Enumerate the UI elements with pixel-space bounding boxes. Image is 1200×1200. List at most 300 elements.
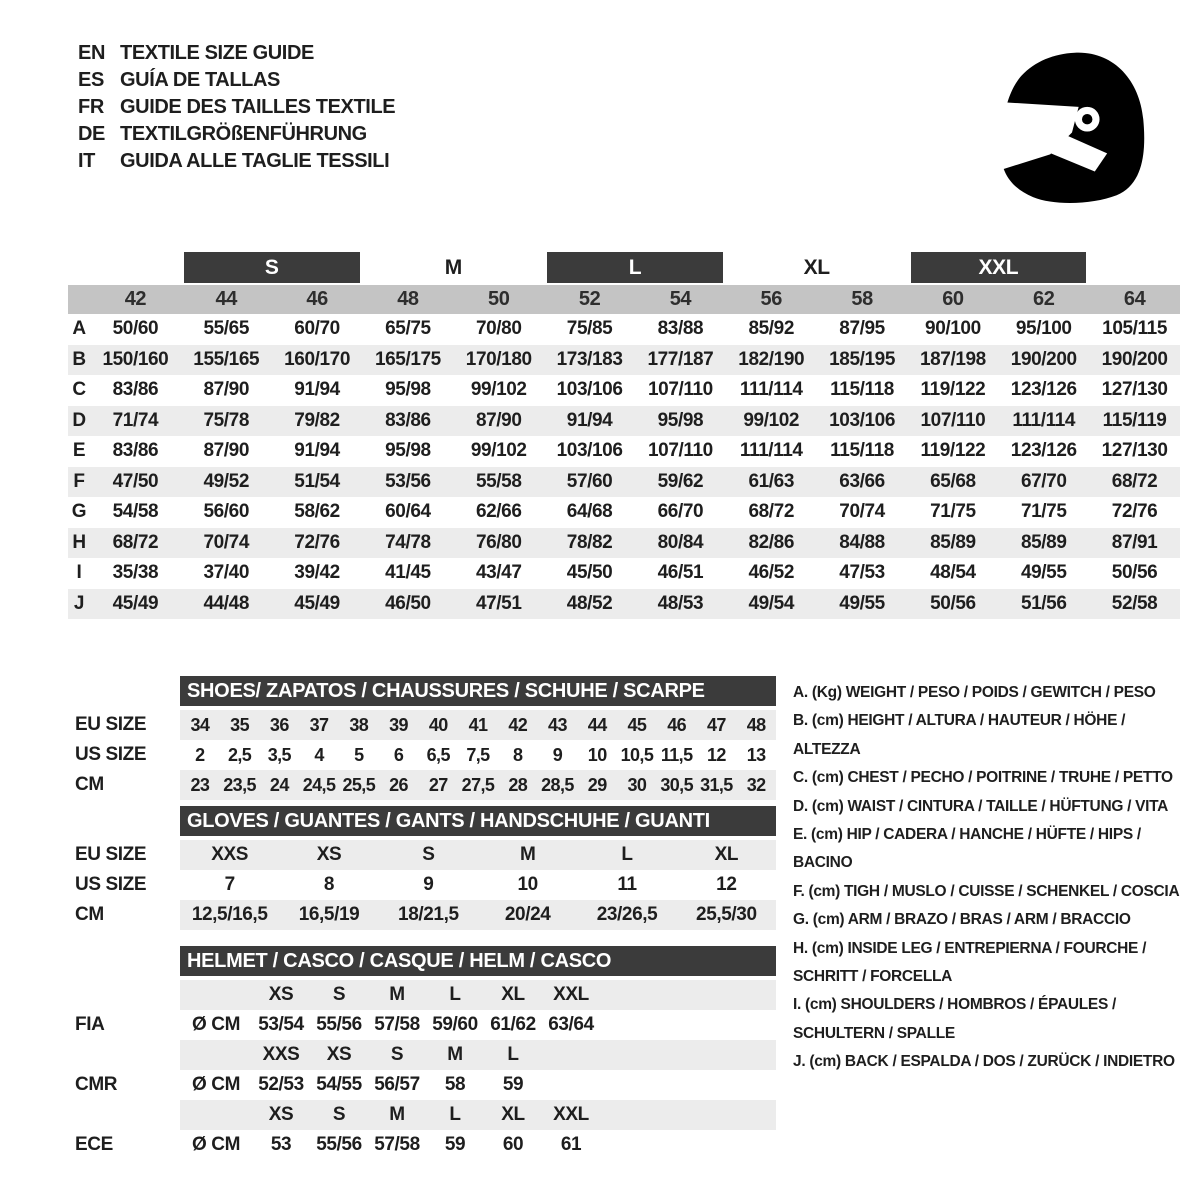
size-cell: 111/114	[739, 440, 803, 462]
helmet-size-cell: XS	[326, 1044, 352, 1065]
size-cell: 87/91	[1111, 531, 1158, 553]
size-cell: 65/68	[930, 470, 976, 492]
size-cell: 46/50	[385, 592, 431, 614]
value-cell: 25,5	[342, 774, 376, 795]
size-cell: 87/95	[839, 318, 885, 340]
helmet-value-cell: 59	[502, 1074, 524, 1095]
row-letter: J	[73, 592, 85, 614]
size-row-f	[68, 467, 1180, 498]
language-row	[78, 94, 395, 121]
helmet-value-cell: 60	[502, 1134, 524, 1155]
value-cell: 41	[468, 714, 488, 735]
value-cell: 28	[508, 774, 528, 795]
value-cell: 12,5/16,5	[191, 904, 268, 925]
size-table-body	[68, 314, 1180, 619]
size-cell: 71/74	[112, 409, 159, 431]
size-column-62: 62	[1033, 288, 1055, 310]
helmet-size-cell: M	[389, 1104, 405, 1125]
helmet-size-cell: S	[332, 1104, 346, 1125]
data-row-us-size	[180, 740, 776, 770]
legend-item-a: A. (Kg) WEIGHT / PESO / POIDS / GEWITCH / PESO	[793, 684, 1156, 701]
band-corner-cell	[68, 285, 90, 314]
data-row-eu-size	[180, 710, 776, 740]
value-cell: 7	[224, 874, 235, 895]
size-cell: 83/86	[112, 440, 159, 462]
size-row-e	[68, 436, 1180, 467]
value-cell: 20/24	[504, 904, 551, 925]
value-cell: 16,5/19	[298, 904, 360, 925]
size-cell: 68/72	[748, 501, 795, 523]
helmet-value-cell: 63/64	[548, 1014, 594, 1035]
size-cell: 87/90	[203, 379, 250, 401]
value-cell: 4	[314, 744, 324, 765]
value-cell: 3,5	[267, 744, 291, 765]
value-cell: 37	[309, 714, 329, 735]
value-cell: 40	[428, 714, 448, 735]
language-code: IT	[78, 150, 95, 172]
size-cell: 37/40	[203, 562, 250, 584]
legend-item-h: H. (cm) INSIDE LEG / ENTREPIERNA / FOURCHE / SCHRITT / FORCELLA	[793, 939, 1147, 986]
row-letter: D	[72, 409, 86, 431]
size-column-48: 48	[397, 288, 419, 310]
size-cell: 107/110	[647, 379, 713, 401]
size-cell: 49/55	[1020, 562, 1067, 584]
size-cell: 58/62	[294, 501, 340, 523]
size-cell: 67/70	[1020, 470, 1067, 492]
size-cell: 56/60	[203, 501, 250, 523]
helmet-size-cell: S	[390, 1044, 404, 1065]
value-cell: 6	[393, 744, 404, 765]
value-cell: L	[621, 844, 633, 865]
data-row-eu-size	[180, 840, 776, 870]
size-cell: 95/100	[1015, 318, 1072, 340]
size-cell: 55/65	[203, 318, 250, 340]
size-cell: 51/54	[294, 470, 340, 492]
size-column-64: 64	[1123, 288, 1146, 310]
size-cell: 177/187	[647, 348, 714, 370]
size-cell: 111/114	[739, 379, 803, 401]
size-cell: 85/92	[748, 318, 795, 340]
size-cell: 83/88	[657, 318, 704, 340]
size-cell: 75/85	[566, 318, 613, 340]
size-cell: 46/52	[748, 562, 795, 584]
language-code: FR	[78, 96, 104, 118]
value-cell: 28,5	[541, 774, 574, 795]
size-cell: 47/53	[839, 562, 885, 584]
size-cell: 50/56	[930, 592, 976, 614]
size-cell: 66/70	[657, 501, 704, 523]
size-cell: 99/102	[470, 440, 527, 462]
helmet-size-cell: XL	[501, 1104, 525, 1125]
guide-title: GUIDE DES TAILLES TEXTILE	[120, 96, 396, 118]
row-letter: A	[72, 318, 86, 340]
helmet-values-fia	[180, 1010, 776, 1040]
value-cell: XS	[316, 844, 342, 865]
size-cell: 115/118	[830, 440, 894, 462]
helmet-value-cell: 55/56	[316, 1014, 362, 1035]
value-cell: 42	[508, 714, 528, 735]
value-cell: 2,5	[227, 744, 252, 765]
helmet-size-cell: XXS	[262, 1044, 300, 1065]
size-cell: 57/60	[566, 470, 613, 492]
gloves-section-title: GLOVES / GUANTES / GANTS / HANDSCHUHE / GUANTI	[180, 806, 776, 836]
size-cell: 103/106	[556, 440, 623, 462]
helmet-value-cell: 58	[444, 1074, 466, 1095]
helmet-values-cmr	[180, 1070, 776, 1100]
shoes-section-title: SHOES/ ZAPATOS / CHAUSSURES / SCHUHE / SCARPE	[180, 676, 776, 706]
size-row-a	[68, 314, 1180, 345]
size-cell: 91/94	[294, 379, 340, 401]
value-cell: 23,5	[223, 774, 256, 795]
size-cell: 95/98	[385, 440, 431, 462]
data-row-us-size	[180, 870, 776, 900]
size-group-m: M	[444, 255, 462, 279]
size-number-band	[68, 285, 1180, 314]
size-cell: 127/130	[1101, 379, 1168, 401]
size-column-54: 54	[669, 288, 692, 310]
size-cell: 50/56	[1111, 562, 1158, 584]
size-cell: 51/56	[1020, 592, 1067, 614]
size-cell: 45/50	[566, 562, 613, 584]
value-cell: 32	[746, 774, 766, 795]
size-cell: 70/74	[203, 531, 250, 553]
size-cell: 71/75	[1020, 501, 1067, 523]
language-row	[78, 148, 395, 175]
legend-item-f: F. (cm) TIGH / MUSLO / CUISSE / SCHENKEL / COSCIA	[793, 882, 1180, 900]
helmet-value-cell: 57/58	[374, 1014, 420, 1035]
size-cell: 68/72	[1111, 470, 1158, 492]
helmet-value-cell: 61/62	[490, 1014, 536, 1035]
legend-item-d: D. (cm) WAIST / CINTURA / TAILLE / HÜFTUNG / VITA	[793, 797, 1169, 815]
size-group-l: L	[547, 252, 723, 283]
size-cell: 47/51	[475, 592, 522, 614]
size-cell: 190/200	[1010, 348, 1077, 370]
language-row	[78, 67, 395, 94]
size-cell: 71/75	[930, 501, 976, 523]
size-row-d	[68, 406, 1180, 437]
size-cell: 190/200	[1101, 348, 1168, 370]
language-row	[78, 121, 395, 148]
helmet-size-cell: XS	[268, 984, 294, 1005]
size-cell: 95/98	[657, 409, 704, 431]
shoes-section	[68, 676, 778, 800]
size-cell: 103/106	[556, 379, 623, 401]
size-cell: 83/86	[112, 379, 159, 401]
value-cell: 24	[269, 774, 289, 795]
size-row-h	[68, 528, 1180, 559]
size-cell: 105/115	[1102, 318, 1167, 340]
helmet-size-cell: XS	[268, 1104, 294, 1125]
helmet-size-cell: L	[449, 1104, 461, 1125]
size-cell: 119/122	[920, 440, 986, 462]
value-cell: 26	[389, 774, 408, 795]
row-letter: F	[73, 470, 85, 492]
size-row-b	[68, 345, 1180, 376]
size-cell: 91/94	[294, 440, 340, 462]
size-cell: 87/90	[475, 409, 522, 431]
value-cell: 23	[190, 774, 210, 795]
diameter-unit-cell: Ø CM	[191, 1014, 240, 1035]
helmet-value-cell: 52/53	[258, 1074, 304, 1095]
row-letter: B	[72, 348, 86, 370]
size-cell: 61/63	[748, 470, 795, 492]
size-row-j	[68, 589, 1180, 620]
size-cell: 54/58	[112, 501, 159, 523]
value-cell: 12	[716, 874, 737, 895]
size-cell: 72/76	[1111, 501, 1158, 523]
value-cell: 13	[746, 744, 766, 765]
size-cell: 84/88	[839, 531, 885, 553]
guide-title: GUIDA ALLE TAGLIE TESSILI	[120, 150, 390, 172]
row-letter: G	[71, 501, 87, 523]
size-cell: 75/78	[203, 409, 250, 431]
value-cell: XL	[714, 844, 739, 865]
size-cell: 63/66	[839, 470, 885, 492]
helmet-sizes-ece	[180, 1100, 776, 1130]
diameter-unit-cell: Ø CM	[191, 1134, 240, 1155]
helmet-size-cell: L	[449, 984, 461, 1005]
size-cell: 49/54	[748, 592, 795, 614]
value-cell: 47	[706, 714, 726, 735]
value-cell: 2	[195, 744, 205, 765]
racing-helmet-icon	[962, 28, 1182, 218]
size-column-58: 58	[851, 288, 873, 310]
size-column-60: 60	[942, 288, 964, 310]
size-column-44: 44	[215, 288, 237, 310]
diameter-unit-cell: Ø CM	[191, 1074, 240, 1095]
value-cell: S	[422, 844, 435, 865]
helmet-size-cell: M	[447, 1044, 463, 1065]
size-row-i	[68, 558, 1180, 589]
size-cell: 182/190	[738, 348, 805, 370]
size-group-xl: XL	[803, 255, 830, 279]
size-cell: 80/84	[657, 531, 704, 553]
value-cell: 8	[513, 744, 523, 765]
value-cell: 35	[230, 714, 249, 735]
helmet-size-cell: L	[507, 1044, 519, 1065]
value-cell: 8	[323, 874, 335, 895]
value-cell: 6,5	[426, 744, 450, 765]
size-cell: 55/58	[475, 470, 522, 492]
language-code: DE	[78, 123, 105, 145]
size-cell: 45/49	[294, 592, 340, 614]
size-group-s: S	[184, 252, 360, 283]
size-cell: 76/80	[475, 531, 522, 553]
language-header	[78, 40, 395, 175]
helmet-value-cell: 55/56	[316, 1134, 362, 1155]
value-cell: 25,5/30	[696, 904, 757, 925]
size-cell: 45/49	[112, 592, 159, 614]
helmet-value-cell: 59	[444, 1134, 466, 1155]
value-cell: 10,5	[620, 744, 654, 765]
helmet-values-ece	[180, 1130, 776, 1160]
helmet-value-cell: 53	[270, 1134, 292, 1155]
size-cell: 62/66	[475, 501, 522, 523]
value-cell: 11,5	[660, 744, 693, 765]
helmet-size-cell: XXL	[553, 984, 589, 1005]
helmet-sizes-cmr	[180, 1040, 776, 1070]
row-label-cmr: CMR	[75, 1074, 118, 1095]
guide-title: TEXTILGRÖßENFÜHRUNG	[120, 123, 367, 145]
size-column-56: 56	[760, 288, 782, 310]
size-cell: 111/114	[1012, 409, 1076, 431]
size-cell: 49/52	[203, 470, 250, 492]
size-cell: 72/76	[294, 531, 340, 553]
size-cell: 150/160	[102, 348, 169, 370]
legend-item-i: I. (cm) SHOULDERS / HOMBROS / ÉPAULES / SCHULTERN / SPALLE	[793, 996, 1117, 1042]
size-cell: 99/102	[743, 409, 800, 431]
row-label-cm: CM	[75, 904, 104, 925]
size-cell: 115/118	[830, 379, 894, 401]
helmet-value-cell: 56/57	[374, 1074, 420, 1095]
value-cell: 18/21,5	[398, 904, 459, 925]
size-cell: 95/98	[385, 379, 431, 401]
size-cell: 70/80	[475, 318, 522, 340]
helmet-value-cell: 59/60	[432, 1014, 478, 1035]
value-cell: 9	[423, 874, 434, 895]
size-cell: 43/47	[475, 562, 522, 584]
helmet-size-cell: XXL	[553, 1104, 589, 1125]
size-cell: 53/56	[385, 470, 431, 492]
size-cell: 41/45	[385, 562, 431, 584]
size-cell: 78/82	[566, 531, 613, 553]
value-cell: 44	[587, 714, 607, 735]
size-cell: 65/75	[385, 318, 431, 340]
guide-title: TEXTILE SIZE GUIDE	[120, 42, 314, 64]
size-cell: 48/53	[657, 592, 704, 614]
size-cell: 52/58	[1111, 592, 1158, 614]
legend-item-c: C. (cm) CHEST / PECHO / POITRINE / TRUHE / PETTO	[793, 769, 1173, 787]
language-row	[78, 40, 395, 67]
size-cell: 123/126	[1010, 379, 1077, 401]
value-cell: 48	[746, 714, 766, 735]
value-cell: 9	[552, 744, 563, 765]
size-column-52: 52	[578, 288, 601, 310]
value-cell: 29	[587, 774, 607, 795]
measurement-legend	[793, 679, 1189, 1077]
size-column-42: 42	[124, 288, 147, 310]
value-cell: 27	[428, 774, 448, 795]
size-cell: 185/195	[829, 348, 896, 370]
row-label-fia: FIA	[75, 1014, 105, 1035]
size-cell: 60/70	[294, 318, 340, 340]
textile-size-table	[68, 252, 1180, 619]
size-column-50: 50	[488, 288, 510, 310]
value-cell: 27,5	[461, 774, 495, 795]
size-cell: 60/64	[385, 501, 431, 523]
size-cell: 79/82	[294, 409, 340, 431]
size-cell: 70/74	[839, 501, 885, 523]
size-cell: 83/86	[385, 409, 431, 431]
size-cell: 39/42	[294, 562, 340, 584]
size-cell: 46/51	[657, 562, 704, 584]
value-cell: 36	[269, 714, 289, 735]
size-cell: 87/90	[203, 440, 250, 462]
row-letter: I	[76, 562, 82, 584]
size-cell: 165/175	[374, 348, 441, 370]
language-code: ES	[78, 69, 104, 91]
value-cell: 34	[190, 714, 210, 735]
value-cell: 12	[706, 744, 726, 765]
size-cell: 123/126	[1010, 440, 1077, 462]
legend-item-b: B. (cm) HEIGHT / ALTURA / HAUTEUR / HÖHE / ALTEZZA	[793, 712, 1126, 758]
value-cell: 10	[517, 874, 538, 895]
size-row-c	[68, 375, 1180, 406]
legend-item-j: J. (cm) BACK / ESPALDA / DOS / ZURÜCK / INDIETRO	[793, 1053, 1175, 1071]
size-cell: 91/94	[566, 409, 613, 431]
row-label-eu-size: EU SIZE	[75, 714, 147, 735]
size-cell: 48/52	[566, 592, 613, 614]
value-cell: 46	[667, 714, 687, 735]
language-code: EN	[78, 42, 105, 64]
value-cell: 5	[354, 744, 364, 765]
size-cell: 50/60	[112, 318, 159, 340]
helmet-size-cell: S	[332, 984, 346, 1005]
size-cell: 64/68	[566, 501, 613, 523]
row-letter: E	[72, 440, 86, 462]
size-cell: 115/119	[1102, 409, 1167, 431]
value-cell: 43	[548, 714, 567, 735]
size-cell: 107/110	[647, 440, 713, 462]
row-label-us-size: US SIZE	[75, 874, 147, 895]
legend-item-g: G. (cm) ARM / BRAZO / BRAS / ARM / BRACCIO	[793, 911, 1131, 929]
helmet-value-cell: 53/54	[258, 1014, 304, 1035]
helmet-value-cell: 57/58	[374, 1134, 420, 1155]
size-cell: 173/183	[556, 348, 623, 370]
row-label-ece: ECE	[75, 1134, 113, 1155]
size-cell: 35/38	[112, 562, 159, 584]
size-group-xxl: XXL	[911, 252, 1087, 283]
data-row-cm	[180, 900, 776, 930]
value-cell: 23/26,5	[596, 904, 658, 925]
size-cell: 119/122	[920, 379, 986, 401]
row-letter: H	[72, 531, 86, 553]
value-cell: 30,5	[660, 774, 693, 795]
helmet-sizes-fia	[180, 980, 776, 1010]
value-cell: 11	[617, 874, 637, 895]
legend-item-e: E. (cm) HIP / CADERA / HANCHE / HÜFTE / HIPS / BACINO	[793, 826, 1141, 872]
value-cell: 45	[627, 714, 647, 735]
helmet-value-cell: 54/55	[316, 1074, 362, 1095]
size-cell: 48/54	[930, 562, 976, 584]
size-cell: 68/72	[112, 531, 159, 553]
size-cell: 44/48	[203, 592, 250, 614]
size-cell: 85/89	[930, 531, 976, 553]
size-cell: 103/106	[829, 409, 896, 431]
gloves-section	[68, 806, 778, 930]
value-cell: 38	[349, 714, 369, 735]
guide-title: GUÍA DE TALLAS	[120, 69, 280, 91]
size-group-header	[68, 252, 1180, 283]
size-cell: 47/50	[112, 470, 159, 492]
size-cell: 49/55	[839, 592, 885, 614]
size-cell: 127/130	[1101, 440, 1168, 462]
value-cell: 7,5	[466, 744, 490, 765]
value-cell: 10	[587, 744, 607, 765]
size-cell: 187/198	[919, 348, 986, 370]
value-cell: M	[519, 844, 536, 865]
size-column-46: 46	[306, 288, 328, 310]
value-cell: 24,5	[302, 774, 336, 795]
helmet-size-cell: M	[389, 984, 405, 1005]
helmet-value-cell: 61	[560, 1134, 582, 1155]
size-cell: 82/86	[748, 531, 795, 553]
size-cell: 74/78	[385, 531, 431, 553]
row-label-eu-size: EU SIZE	[75, 844, 147, 865]
size-cell: 160/170	[284, 348, 351, 370]
data-row-cm	[180, 770, 776, 800]
helmet-section-title: HELMET / CASCO / CASQUE / HELM / CASCO	[180, 946, 776, 976]
